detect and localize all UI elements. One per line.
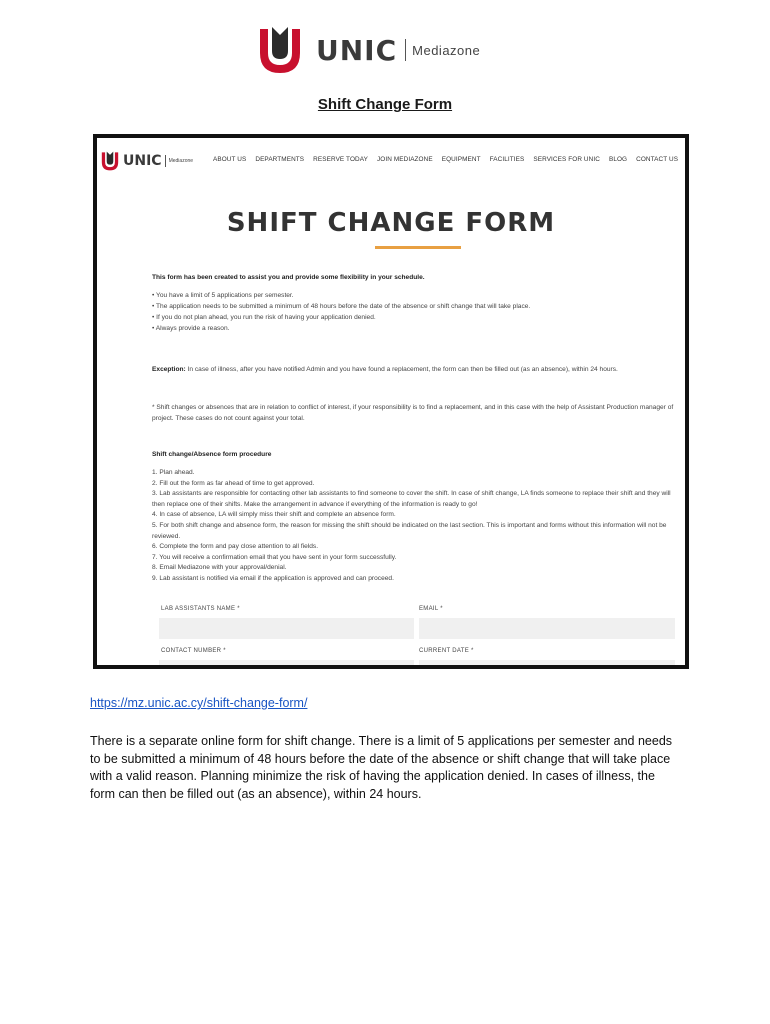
nav-wordmark: UNIC (123, 153, 162, 169)
note-text: * Shift changes or absences that are in relation to conflict of interest, if your responsibility is to find a replacement, and in this case with the help of Assistant Production manager of project. These cases do not count against your total. (152, 404, 674, 422)
nav-links (213, 156, 678, 163)
nav-link-facilities[interactable]: FACILITIES (489, 156, 525, 163)
body-paragraph: There is a separate online form for shift change. There is a limit of 5 applications per semester and needs to be submitted a minimum of 48 hours before the date of the absence or shift change that will take place with a valid reason. Planning minimize the risk of having the application denied. In cases of illness, the form can then be filled out (as an absence), within 24 hours. (90, 734, 673, 801)
nav-link-blog[interactable]: BLOG (608, 156, 628, 163)
name-field-label: LAB ASSISTANTS NAME * (161, 606, 240, 612)
unic-logo (258, 24, 480, 76)
procedure-step: Plan ahead. (159, 469, 195, 476)
nav-link-join-mediazone[interactable]: JOIN MEDIAZONE (376, 156, 433, 163)
name-input[interactable] (159, 618, 414, 639)
document-title: Shift Change Form (317, 96, 453, 113)
procedure-step: You will receive a confirmation email that you have sent in your form successfully. (159, 553, 397, 561)
form-heading: SHIFT CHANGE FORM (226, 208, 556, 238)
nav-link-contact-us[interactable]: CONTACT US (636, 156, 679, 163)
rules-list (152, 290, 684, 334)
exception-label: Exception: (152, 366, 186, 373)
intro-text: This form has been created to assist you and provide some flexibility in your schedule. (152, 274, 425, 281)
logo-subtitle: Mediazone (412, 42, 481, 58)
nav-link-equipment[interactable]: EQUIPMENT (441, 156, 481, 163)
procedure-step: For both shift change and absence form, the reason for missing the shift should be indicated on the last section. This is important and forms without this information will not be reviewed. (152, 521, 667, 540)
contact-input[interactable] (159, 660, 414, 669)
unic-logo-mark-icon (258, 25, 302, 75)
procedure-step: Lab assistant is notified via email if the application is approved and can proceed. (159, 574, 394, 582)
heading-underline (375, 246, 461, 249)
rule-item: • The application needs to be submitted a minimum of 48 hours before the date of the absence or shift change that will take place. (152, 301, 684, 312)
nav-logo-divider (165, 155, 166, 167)
rule-item: • If you do not plan ahead, you run the risk of having your application denied. (152, 312, 684, 323)
procedure-step: Lab assistants are responsible for contacting other lab assistants to find someone to cover the shift. In case of shift change, LA finds someone to replace their shift and they will then replace one of their shifts. Make the arrangement in advance if everything of the information is ready to go! (152, 490, 671, 508)
embedded-screenshot (93, 134, 689, 669)
form-url-link[interactable]: https://mz.unic.ac.cy/shift-change-form/ (90, 696, 308, 710)
logo-divider (405, 39, 406, 61)
nav-link-reserve-today[interactable]: RESERVE TODAY (313, 156, 368, 163)
rule-item: • You have a limit of 5 applications per semester. (152, 290, 684, 301)
nav-link-about-us[interactable]: ABOUT US (213, 156, 247, 163)
procedure-steps (152, 468, 684, 585)
procedure-step: Email Mediazone with your approval/denial. (159, 564, 287, 572)
procedure-step: In case of absence, LA will simply miss their shift and complete an absence form. (159, 511, 396, 519)
date-field-label: CURRENT DATE * (419, 648, 474, 654)
procedure-step: Fill out the form as far ahead of time to get approved. (159, 479, 315, 487)
nav-logo[interactable] (101, 150, 193, 172)
nav-link-departments[interactable]: DEPARTMENTS (255, 156, 305, 163)
procedure-title: Shift change/Absence form procedure (152, 451, 272, 458)
date-input[interactable] (419, 660, 675, 669)
logo-wordmark: UNIC (316, 33, 398, 67)
nav-logo-subtitle: Mediazone (168, 158, 194, 164)
procedure-step: Complete the form and pay close attention to all fields. (159, 543, 319, 551)
email-field-label: EMAIL * (419, 606, 443, 612)
nav-logo-mark-icon (101, 150, 119, 172)
rule-item: • Always provide a reason. (152, 323, 684, 334)
site-navbar (97, 138, 685, 188)
email-input[interactable] (419, 618, 675, 639)
contact-field-label: CONTACT NUMBER * (161, 648, 226, 654)
nav-link-services-for-unic[interactable]: SERVICES FOR UNIC (533, 156, 600, 163)
exception-text: Exception: In case of illness, after you have notified Admin and you have found a replacement, the form can then be filled out (as an absence), within 24 hours. (152, 366, 618, 373)
